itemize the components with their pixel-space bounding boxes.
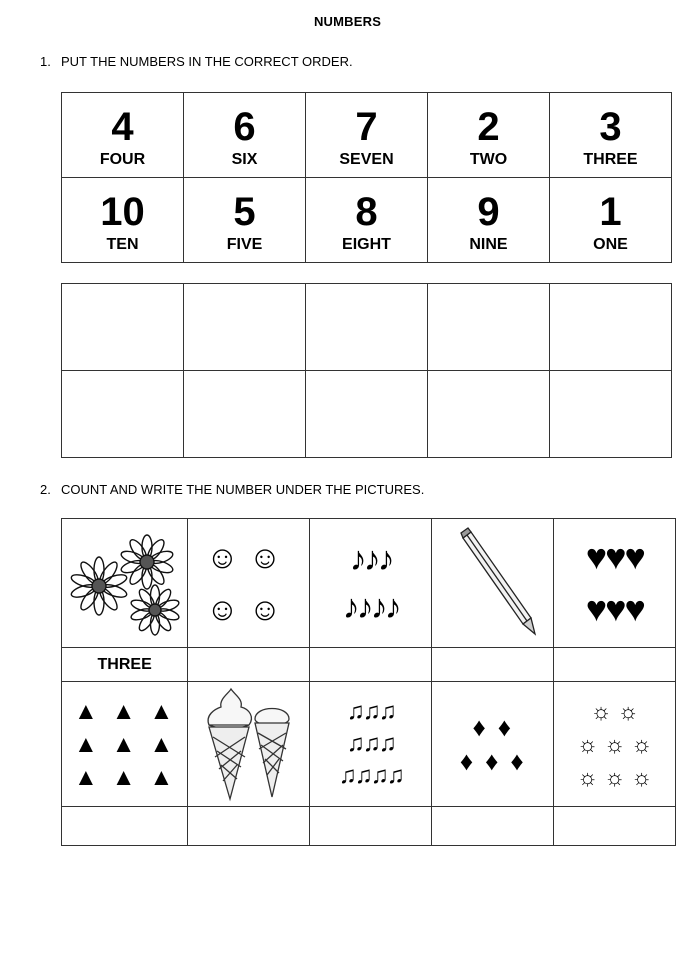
answer-cell[interactable] <box>550 371 672 458</box>
instruction-2-text: COUNT AND WRITE THE NUMBER UNDER THE PICTURES. <box>61 482 425 497</box>
number-word: EIGHT <box>342 236 391 253</box>
picture-cell-suns <box>554 682 676 807</box>
number-digit: 9 <box>477 190 500 234</box>
answer-cell[interactable] <box>554 807 676 846</box>
instruction-1 <box>40 54 353 69</box>
answer-cell[interactable] <box>310 807 432 846</box>
number-card <box>306 93 428 178</box>
answer-cell[interactable] <box>554 648 676 682</box>
diamond-row: ♦♦♦ <box>459 746 536 776</box>
answer-cell[interactable] <box>310 648 432 682</box>
number-word: FIVE <box>226 236 263 253</box>
note-row: ♪♪♪ <box>349 540 392 578</box>
triangle-row: ▲▲▲ <box>74 763 188 791</box>
answer-cell[interactable] <box>428 284 550 371</box>
number-card <box>184 178 306 263</box>
answer-cell[interactable] <box>306 371 428 458</box>
instruction-2 <box>40 482 424 497</box>
instruction-1-number: 1. <box>40 54 51 69</box>
picture-cell-pencil <box>432 519 554 648</box>
answer-cell[interactable] <box>62 807 188 846</box>
ice-cream-icon <box>191 685 307 803</box>
answer-cell[interactable] <box>432 648 554 682</box>
number-digit: 2 <box>477 105 500 149</box>
answer-cell[interactable] <box>432 807 554 846</box>
number-word: FOUR <box>99 151 146 168</box>
diamond-row: ♦♦ <box>472 712 524 742</box>
number-digit: 4 <box>111 105 134 149</box>
number-digit: 6 <box>233 105 256 149</box>
picture-cell-diamonds <box>432 682 554 807</box>
double-note-row: ♫♫♫ <box>346 698 395 725</box>
double-note-row: ♫♫♫ <box>346 730 395 757</box>
number-digit: 8 <box>355 190 378 234</box>
counting-table <box>61 518 676 846</box>
sun-row: ☼☼ <box>590 697 645 724</box>
number-card <box>184 93 306 178</box>
picture-cell-double-notes <box>310 682 432 807</box>
triangle-row: ▲▲▲ <box>74 697 188 725</box>
answer-cell[interactable] <box>62 284 184 371</box>
number-word: SIX <box>231 151 258 168</box>
answer-cell[interactable] <box>184 284 306 371</box>
number-card <box>428 178 550 263</box>
picture-cell-hearts <box>554 519 676 648</box>
number-card <box>306 178 428 263</box>
number-word: TEN <box>106 236 139 253</box>
page-title: NUMBERS <box>313 14 382 29</box>
triangle-row: ▲▲▲ <box>74 730 188 758</box>
answer-cell[interactable]: THREE <box>62 648 188 682</box>
heart-row: ♥♥♥ <box>585 536 644 577</box>
number-card <box>62 93 184 178</box>
sun-row: ☼☼☼ <box>577 730 659 757</box>
answer-cell[interactable] <box>62 371 184 458</box>
numbers-table <box>61 92 672 263</box>
picture-cell-smileys <box>188 519 310 648</box>
number-digit: 7 <box>355 105 378 149</box>
instruction-1-text: PUT THE NUMBERS IN THE CORRECT ORDER. <box>61 54 353 69</box>
picture-cell-notes <box>310 519 432 648</box>
number-digit: 3 <box>599 105 622 149</box>
number-word: SEVEN <box>339 151 394 168</box>
flower-icon <box>67 522 183 644</box>
order-answer-table <box>61 283 672 458</box>
number-card <box>550 178 672 263</box>
picture-cell-icecreams <box>188 682 310 807</box>
number-word: TWO <box>469 151 508 168</box>
answer-cell[interactable] <box>188 807 310 846</box>
number-word: THREE <box>583 151 638 168</box>
number-digit: 5 <box>233 190 256 234</box>
picture-cell-triangles <box>62 682 188 807</box>
number-card <box>428 93 550 178</box>
number-card <box>550 93 672 178</box>
number-digit: 10 <box>100 190 145 234</box>
answer-cell[interactable] <box>306 284 428 371</box>
number-word: NINE <box>469 236 508 253</box>
number-word: ONE <box>593 236 628 253</box>
answer-cell[interactable] <box>184 371 306 458</box>
number-card <box>62 178 184 263</box>
double-note-row: ♫♫♫♫ <box>338 762 403 789</box>
note-row: ♪♪♪♪ <box>342 588 399 626</box>
number-digit: 1 <box>599 190 622 234</box>
smiley-row: ☺☺ <box>206 591 292 627</box>
picture-cell-flowers <box>62 519 188 648</box>
sun-row: ☼☼☼ <box>577 763 659 790</box>
heart-row: ♥♥♥ <box>585 588 644 629</box>
answer-cell[interactable] <box>428 371 550 458</box>
instruction-2-number: 2. <box>40 482 51 497</box>
answer-cell[interactable] <box>188 648 310 682</box>
answer-cell[interactable] <box>550 284 672 371</box>
smiley-row: ☺☺ <box>206 539 292 575</box>
pencil-icon <box>435 522 551 644</box>
